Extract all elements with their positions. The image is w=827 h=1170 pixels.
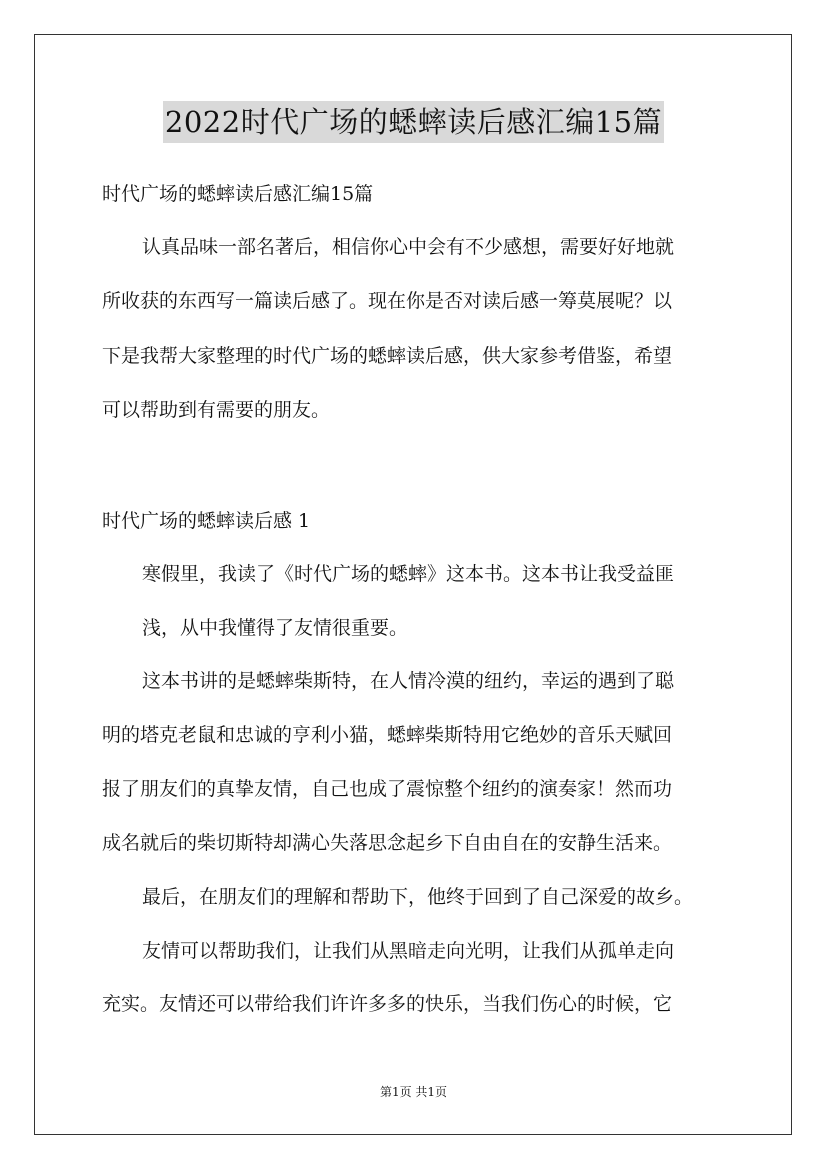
title-container xyxy=(0,101,827,143)
document-title: 2022时代广场的蟋蟀读后感汇编15篇 xyxy=(163,101,664,143)
body-line-4: 明的塔克老鼠和忠诚的亨利小猫，蟋蟀柴斯特用它绝妙的音乐天赋回 xyxy=(102,724,673,746)
body-line-3: 这本书讲的是蟋蟀柴斯特，在人情冷漠的纽约，幸运的遇到了聪 xyxy=(142,670,675,692)
body-line-5: 报了朋友们的真挚友情，自己也成了震惊整个纽约的演奏家！然而功 xyxy=(102,778,673,800)
intro-line-1: 认真品味一部名著后，相信你心中会有不少感想，需要好好地就 xyxy=(142,236,675,258)
section-heading: 时代广场的蟋蟀读后感 1 xyxy=(102,510,311,532)
body-line-2: 浅，从中我懂得了友情很重要。 xyxy=(142,617,409,639)
body-line-9: 充实。友情还可以带给我们许许多多的快乐，当我们伤心的时候，它 xyxy=(102,993,673,1015)
intro-line-4: 可以帮助到有需要的朋友。 xyxy=(102,399,331,421)
body-line-1: 寒假里，我读了《时代广场的蟋蟀》这本书。这本书让我受益匪 xyxy=(142,563,675,585)
body-line-7: 最后，在朋友们的理解和帮助下，他终于回到了自己深爱的故乡。 xyxy=(142,886,694,908)
intro-line-3: 下是我帮大家整理的时代广场的蟋蟀读后感，供大家参考借鉴，希望 xyxy=(102,345,673,367)
document-subtitle: 时代广场的蟋蟀读后感汇编15篇 xyxy=(102,183,374,205)
body-line-8: 友情可以帮助我们，让我们从黑暗走向光明，让我们从孤单走向 xyxy=(142,940,675,962)
body-line-6: 成名就后的柴切斯特却满心失落思念起乡下自由自在的安静生活来。 xyxy=(102,832,673,854)
intro-line-2: 所收获的东西写一篇读后感了。现在你是否对读后感一筹莫展呢？以 xyxy=(102,290,673,312)
page-footer: 第1页 共1页 xyxy=(379,1085,448,1099)
